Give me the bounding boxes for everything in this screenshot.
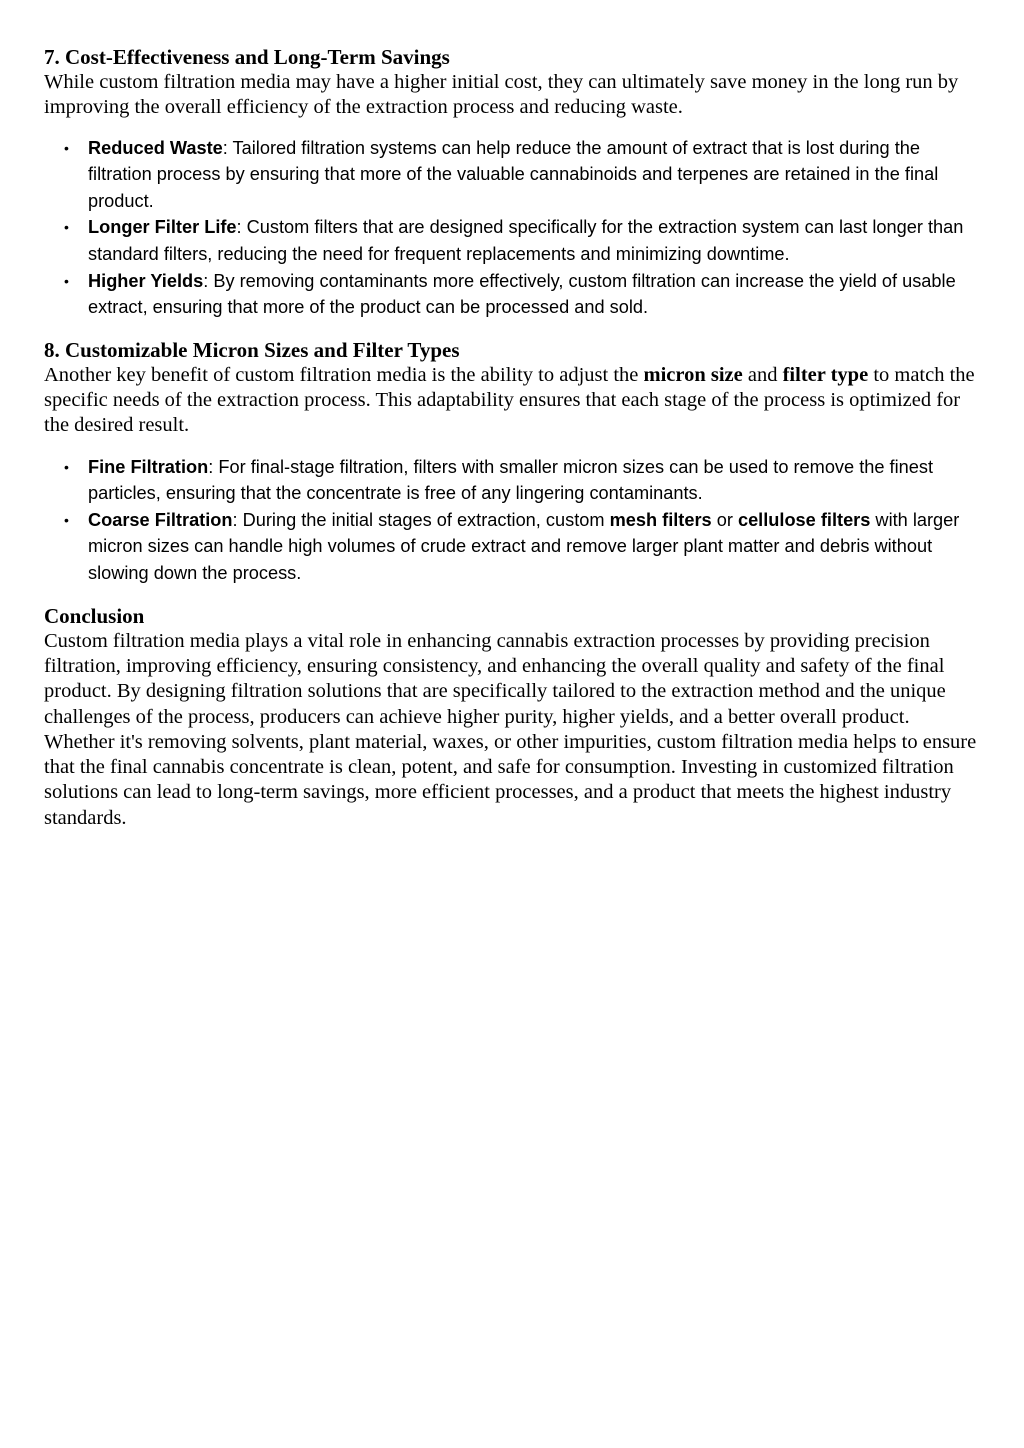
desc-higher-yields: : By removing contaminants more effectively, custom filtration can increase the yield of usable extract, ensuring that more of the product can be processed and sold.	[88, 270, 956, 318]
term-fine-filtration: Fine Filtration	[88, 456, 209, 477]
list-item-higher-yields	[44, 268, 984, 321]
section-8-list	[44, 454, 984, 587]
bold-mesh-filters: mesh filters	[609, 509, 712, 530]
section-7-list	[44, 135, 984, 321]
term-reduced-waste: Reduced Waste	[88, 137, 223, 158]
document-page	[44, 0, 984, 831]
conclusion-heading: Conclusion	[44, 603, 145, 628]
section-8-intro	[44, 363, 984, 439]
section-8-heading: 8. Customizable Micron Sizes and Filter Types	[44, 337, 460, 362]
intro-text-2: and	[742, 363, 783, 386]
list-item-coarse-filtration	[44, 507, 984, 587]
desc-coarse-3: with larger micron sizes can handle high volumes of crude extract and remove larger plant matter and debris without slowing down the process.	[88, 509, 960, 584]
intro-bold-filter-type: filter type	[782, 363, 869, 386]
conclusion-body: Custom filtration media plays a vital role in enhancing cannabis extraction processes by providing precision filtration, improving efficiency, ensuring consistency, and enhancing the overall quality and safety of the final product. By designing filtration solutions that are specifically tailored to the extraction method and the unique challenges of the process, producers can achieve higher purity, higher yields, and a better overall product. Whether it's removing solvents, plant material, waxes, or other impurities, custom filtration media helps to ensure that the final cannabis concentrate is clean, potent, and safe for consumption. Investing in customized filtration solutions can lead to long-term savings, more efficient processes, and a product that meets the highest industry standards.	[44, 629, 977, 829]
bold-cellulose-filters: cellulose filters	[737, 509, 871, 530]
intro-text-3: to match the specific needs of the extraction process. This adaptability ensures that each stage of the process is optimized for the desired result.	[44, 363, 975, 437]
list-item-fine-filtration	[44, 454, 984, 507]
desc-fine-filtration: : For final-stage filtration, filters with smaller micron sizes can be used to remove the finest particles, ensuring that the concentrate is free of any lingering contaminants.	[88, 456, 934, 504]
intro-bold-micron-size: micron size	[643, 363, 743, 386]
intro-text-1: Another key benefit of custom filtration media is the ability to adjust the	[44, 363, 644, 386]
term-higher-yields: Higher Yields	[88, 270, 204, 291]
list-item-reduced-waste	[44, 135, 984, 215]
desc-reduced-waste: : Tailored filtration systems can help reduce the amount of extract that is lost during the filtration process by ensuring that more of the valuable cannabinoids and terpenes are retained in the final product.	[88, 137, 939, 211]
section-7-intro: While custom filtration media may have a higher initial cost, they can ultimately save money in the long run by improving the overall efficiency of the extraction process and reducing waste.	[44, 71, 959, 119]
term-longer-filter-life: Longer Filter Life	[88, 217, 237, 238]
term-coarse-filtration: Coarse Filtration	[88, 509, 233, 530]
desc-coarse-1: : During the initial stages of extraction, custom	[232, 509, 610, 530]
list-item-longer-filter-life	[44, 214, 984, 267]
section-7-heading: 7. Cost-Effectiveness and Long-Term Savings	[44, 45, 450, 69]
desc-longer-filter-life: : Custom filters that are designed specifically for the extraction system can last longer than standard filters, reducing the need for frequent replacements and minimizing downtime.	[88, 217, 964, 264]
desc-coarse-2: or	[711, 509, 738, 530]
